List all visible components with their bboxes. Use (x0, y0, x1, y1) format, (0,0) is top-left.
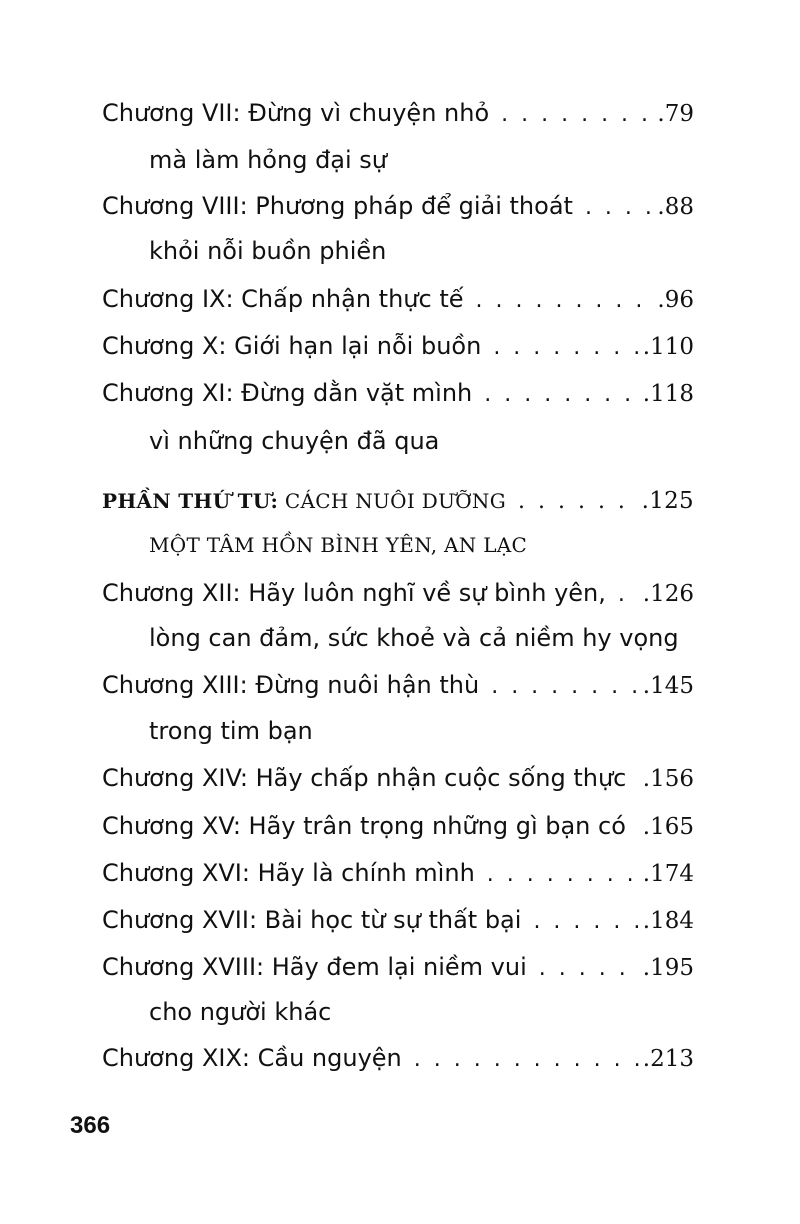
toc-entry-continuation (149, 997, 709, 1027)
toc-leader-dots (518, 487, 638, 517)
toc-entry-title: Chương XVI: Hãy là chính mình (102, 859, 475, 887)
toc-entry-title: Chương XV: Hãy trân trọng những gì bạn có (102, 812, 626, 840)
toc-entry-title: Chương XVII: Bài học từ sự thất bại (102, 906, 522, 934)
toc-entry (102, 763, 694, 795)
toc-leader-dots (476, 286, 654, 316)
toc-page-number: .126 (642, 581, 694, 607)
toc-entry-title: Chương IX: Chấp nhận thực tế (102, 285, 464, 313)
toc-entry (102, 578, 694, 610)
toc-leader-dots (414, 1045, 639, 1075)
toc-entry-title: Chương XI: Đừng dằn vặt mình (102, 379, 473, 407)
toc-part-label: PHẦN THỨ TƯ: (102, 489, 279, 513)
toc-leader-dots (618, 580, 639, 610)
toc-entry (102, 811, 694, 843)
toc-leader-dots (539, 954, 639, 984)
toc-entry (102, 670, 694, 702)
toc-entry-continuation-text: vì những chuyện đã qua (149, 427, 440, 455)
toc-entry-continuation (149, 145, 709, 175)
toc-page-number: .79 (657, 101, 694, 127)
toc-page-number: .110 (642, 334, 694, 360)
toc-entry-continuation-text: trong tim bạn (149, 717, 313, 745)
toc-entry-title: Chương XIX: Cầu nguyện (102, 1044, 402, 1072)
toc-entry (102, 331, 694, 363)
toc-entry-title: Chương X: Giới hạn lại nỗi buồn (102, 332, 482, 360)
toc-leader-dots (487, 860, 639, 890)
toc-page-number: .174 (642, 861, 694, 887)
toc-entry (102, 98, 694, 130)
toc-entry (102, 1043, 694, 1075)
toc-page-number: .88 (657, 194, 694, 220)
toc-page-number: .118 (642, 381, 694, 407)
toc-page-number: .213 (642, 1046, 694, 1072)
toc-entry-continuation (149, 426, 709, 456)
toc-entry-continuation-text: cho người khác (149, 998, 332, 1026)
toc-entry (102, 284, 694, 316)
toc-part-continuation-text: MỘT TÂM HỒN BÌNH YÊN, AN LẠC (149, 533, 528, 557)
toc-entry (102, 378, 694, 410)
toc-entry-continuation-text: khỏi nỗi buồn phiền (149, 237, 387, 265)
toc-entry-title: Chương VIII: Phương pháp để giải thoát (102, 192, 573, 220)
toc-leader-dots (491, 672, 639, 702)
toc-leader-dots (493, 333, 638, 363)
toc-entry-title: Chương XIV: Hãy chấp nhận cuộc sống thực (102, 764, 627, 792)
toc-entry-title: Chương XVIII: Hãy đem lại niềm vui (102, 953, 527, 981)
toc-entry (102, 905, 694, 937)
toc-entry-continuation-text: lòng can đảm, sức khoẻ và cả niềm hy vọng (149, 624, 679, 652)
toc-entry-title: Chương XII: Hãy luôn nghĩ về sự bình yên, (102, 579, 606, 607)
toc-part-continuation (149, 530, 709, 560)
toc-entry-title: Chương XIII: Đừng nuôi hận thù (102, 671, 480, 699)
toc-leader-dots (585, 193, 653, 223)
toc-page-number: .165 (642, 814, 694, 840)
toc-page-number: .145 (642, 673, 694, 699)
toc-page-number: .125 (641, 488, 694, 514)
toc-part-name: CÁCH NUÔI DƯỠNG (284, 489, 506, 513)
toc-page-number: .96 (657, 287, 694, 313)
toc-entry-continuation (149, 236, 709, 266)
toc-entry (102, 952, 694, 984)
toc-page-number: .184 (642, 908, 694, 934)
toc-entry-title: Chương VII: Đừng vì chuyện nhỏ (102, 99, 490, 127)
toc-leader-dots (484, 380, 639, 410)
toc-leader-dots (501, 100, 653, 130)
toc-entry-continuation-text: mà làm hỏng đại sự (149, 146, 388, 174)
toc-leader-dots (638, 813, 639, 843)
page-number: 366 (70, 1112, 111, 1139)
toc-part-heading (102, 486, 694, 517)
toc-part-title (102, 486, 506, 516)
toc-leader-dots (533, 907, 638, 937)
toc-entry-continuation (149, 716, 709, 746)
toc-entry-continuation (149, 623, 709, 653)
toc-page-number: .156 (642, 766, 694, 792)
toc-entry (102, 858, 694, 890)
toc-entry (102, 191, 694, 223)
toc-page-number: .195 (642, 955, 694, 981)
